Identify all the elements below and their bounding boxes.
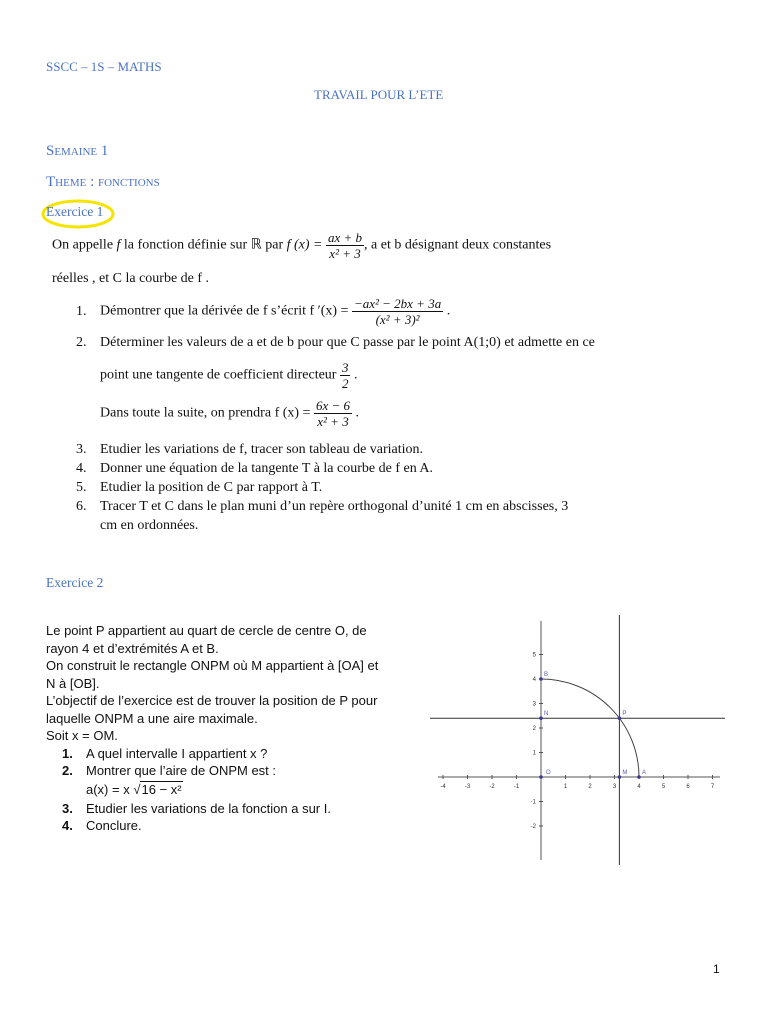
exercise1-item-2-cont [100,360,357,391]
y-tick-label: 2 [532,726,536,732]
y-tick-label: 1 [532,750,536,757]
exercise2-line: N à [OB]. [46,675,100,691]
item-text: Conclure. [86,818,142,833]
exercise2-line: rayon 4 et d’extrémités A et B. [46,640,219,656]
exercise2-line: On construit le rectangle ONPM où M appartient à [OA] et [46,658,379,673]
item-denominator: (x² + 3)² [375,312,420,327]
item-text: A quel intervalle I appartient x ? [86,745,268,761]
def-numerator: ax + b [328,230,363,245]
item-numerator: −ax² − 2bx + 3a [353,296,442,311]
def-lhs: f (x) = [286,237,326,253]
point-p [618,716,622,720]
exercise2-line: laquelle ONPM a une aire maximale. [46,710,258,726]
item-tail: . [446,303,451,319]
item-number: 3. [76,442,87,457]
def-fraction [326,230,364,261]
exercise2-title: Exercice 2 [46,575,104,590]
sqrt-icon: √ [133,781,141,797]
point-label-n: N [544,711,549,718]
point-label-m: M [622,770,628,776]
x-tick-label: 1 [563,784,568,790]
item-text: Dans toute la suite, on prendra f (x) = [100,405,314,421]
exercise2-item-4 [62,817,426,835]
x-tick-label: 6 [686,784,690,790]
item-number: 4. [62,818,73,833]
item-text: cm en ordonnées. [100,518,199,533]
week-heading: Semaine 1 [46,143,109,159]
item-text: point une tangente de coefficient directeur [100,367,340,383]
exercise1-item-6-cont [100,518,198,534]
exercise1-item-6 [76,499,568,515]
page-number: 1 [713,962,720,976]
item-number: 5. [76,480,87,495]
item-number: 2. [76,335,87,350]
y-tick-label: 4 [532,677,536,683]
point-label-p: P [622,711,627,718]
item-number: 1. [62,745,73,761]
item-text: Donner une équation de la tangente T à la courbe de f en A. [100,461,434,476]
point-label-o: O [546,770,551,776]
quarter-circle-figure [430,615,725,865]
x-tick-label: 4 [637,784,641,790]
item-number: 2. [62,763,73,778]
y-tick-label: -1 [530,799,536,806]
item-text: Etudier les variations de la fonction a sur I. [86,800,331,816]
point-m [618,775,622,779]
x-tick-label: -2 [489,784,495,790]
item-tail: . [355,405,359,421]
point-label-a: A [642,770,647,776]
y-tick-label: 3 [532,701,536,708]
item-fraction [314,398,352,429]
item-text: Déterminer les valeurs de a et de b pour que C passe par le point A(1;0) et admette en ce [100,335,595,350]
exercise1-title: Exercice 1 [46,204,104,219]
item-number: 4. [76,461,87,476]
item-text: Démontrer que la dérivée de f s’écrit f ′(x) = [100,303,352,319]
exercise1-item-2 [76,335,595,351]
item-number: 1. [76,303,87,319]
exercise2-line: L’objectif de l’exercice est de trouver la position de P pour [46,693,378,708]
sqrt-radicand: 16 − x² [141,781,182,797]
exercise1-item-3 [76,442,423,458]
quarter-circle-arc [541,679,639,777]
exercise2-formula [62,780,426,800]
intro-text-2: la fonction définie sur ℝ par [120,237,287,253]
exercise1-definition [100,398,359,429]
item-text: Tracer T et C dans le plan muni d’un repère orthogonal d’unité 1 cm en abscisses, 3 [100,499,569,514]
x-tick-label: -1 [513,784,520,790]
item-tail: . [353,367,358,383]
exercise1-intro-line2: réelles , et C la courbe de f . [52,271,210,286]
x-tick-label: 7 [710,784,715,790]
exercise2-item-1 [62,745,426,763]
x-tick-label: 3 [612,784,617,790]
item-number: 6. [76,499,87,514]
exercise2-line: Soit x = OM. [46,728,118,743]
intro-f: f [116,237,121,253]
formula-text: a(x) = x [86,781,134,797]
item-denominator: 2 [341,376,349,391]
item-text: Etudier la position de C par rapport à T. [100,480,323,495]
exercise1-item-5 [76,480,322,496]
exercise2-body [46,622,426,835]
item-denominator: x² + 3 [317,414,349,429]
item-text: Etudier les variations de f, tracer son tableau de variation. [100,442,424,457]
exercise2-item-3 [62,800,426,818]
exercise2-list [46,745,426,835]
x-tick-label: 5 [661,784,666,790]
course-header: SSCC – 1S – MATHS [46,59,162,74]
item-numerator: 6x − 6 [315,398,350,413]
y-tick-label: -2 [530,824,536,830]
exercise1-intro [52,230,551,261]
exercise2-line: Le point P appartient au quart de cercle de centre O, de [46,623,367,638]
point-o [539,775,543,779]
def-denominator: x² + 3 [329,246,361,261]
intro-text-3: , a et b désignant deux constantes [364,237,552,253]
point-n [539,716,543,720]
x-tick-label: 2 [588,784,592,790]
exercise1-item-1 [76,296,450,327]
item-fraction [352,296,443,327]
exercise1-item-4 [76,461,433,477]
theme-heading: Theme : fonctions [46,174,160,190]
point-b [539,677,543,681]
document-title: TRAVAIL POUR L’ETE [314,87,444,102]
item-text: Montrer que l’aire de ONPM est : [86,763,277,778]
exercise2-item-2 [62,762,426,780]
y-tick-label: 5 [532,652,536,659]
item-number: 3. [62,800,73,816]
intro-text: On appelle [52,237,117,253]
x-tick-label: -3 [464,784,471,790]
point-label-b: B [544,672,549,678]
x-tick-label: -4 [440,784,446,790]
point-a [637,775,641,779]
item-fraction [340,360,351,391]
item-numerator: 3 [341,360,349,375]
